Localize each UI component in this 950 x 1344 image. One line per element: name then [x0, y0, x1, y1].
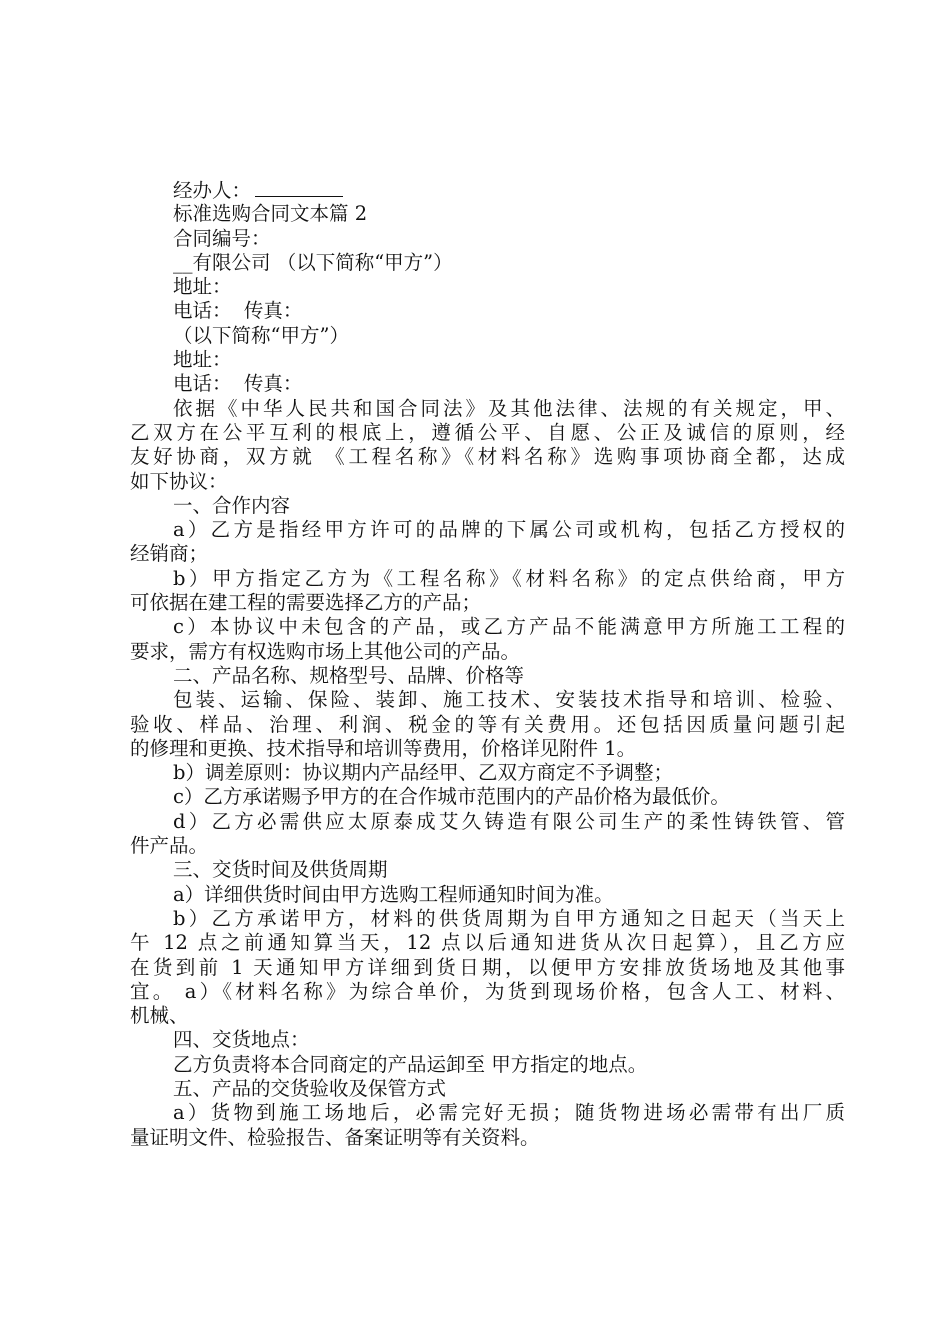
document-line — [130, 664, 845, 688]
line-text: 在货到前 1 天通知甲方详细到货日期，以便甲方安排放货场地及其他事 — [130, 955, 845, 979]
document-line — [130, 1077, 845, 1101]
line-text: 经办人： — [173, 179, 252, 202]
line-text: b）乙方承诺甲方，材料的供货周期为自甲方通知之日起天（当天上 — [173, 906, 845, 930]
document-line — [130, 397, 845, 421]
line-text: a）详细供货时间由甲方选购工程师通知时间为准。 — [173, 882, 614, 906]
line-text: 三、交货时间及供货周期 — [173, 858, 388, 882]
document-line — [130, 615, 845, 639]
document-line — [130, 591, 845, 615]
line-text: 包装、运输、保险、装卸、施工技术、安装技术指导和培训、检验、 — [173, 688, 845, 712]
line-text: 件产品。 — [130, 834, 209, 858]
line-text: b）甲方指定乙方为《工程名称》《材料名称》的定点供给商，甲方 — [173, 566, 845, 590]
line-text: 宜。 a）《材料名称》为综合单价，为货到现场价格，包含人工、材料、 — [130, 979, 845, 1003]
document-line — [130, 445, 845, 469]
line-text: a）货物到施工场地后，必需完好无损；随货物进场必需带有出厂质 — [173, 1101, 845, 1125]
document-line — [130, 785, 845, 809]
document-line — [130, 980, 845, 1004]
document-line — [130, 202, 845, 226]
document-line — [130, 907, 845, 931]
document-line — [130, 1028, 845, 1052]
document-line — [130, 421, 845, 445]
document-line — [130, 1126, 845, 1150]
line-text: 验收、样品、治理、利润、税金的等有关费用。还包括因质量问题引起 — [130, 712, 845, 736]
line-text: __有限公司 （以下简称“甲方”） — [173, 250, 453, 274]
line-text: 二、产品名称、规格型号、品牌、价格等 — [173, 663, 525, 687]
document-line — [130, 1053, 845, 1077]
line-text: 友好协商，双方就 《工程名称》《材料名称》选购事项协商全都，达成 — [130, 445, 845, 469]
document-page — [130, 178, 845, 1150]
line-text: 的修理和更换、技术指导和培训等费用，价格详见附件 1。 — [130, 736, 637, 760]
line-text: 电话： 传真： — [173, 299, 303, 323]
document-line — [130, 348, 845, 372]
line-text: 午 12 点之前通知算当天，12 点以后通知进货从次日起算），且乙方应 — [130, 931, 845, 955]
line-text: 五、产品的交货验收及保管方式 — [173, 1076, 447, 1100]
document-line — [130, 713, 845, 737]
line-text: 机械、 — [130, 1004, 189, 1028]
line-text: d）乙方必需供应太原泰成艾久铸造有限公司生产的柔性铸铁管、管 — [173, 809, 845, 833]
document-line — [130, 275, 845, 299]
document-line — [130, 1101, 845, 1125]
line-text: （以下简称“甲方”） — [173, 323, 349, 347]
line-text: 要求，需方有权选购市场上其他公司的产品。 — [130, 639, 521, 663]
document-line — [130, 251, 845, 275]
document-line — [130, 494, 845, 518]
line-text: 四、交货地点： — [173, 1028, 310, 1052]
line-text: 标准选购合同文本篇 2 — [173, 202, 368, 226]
line-text: 电话： 传真： — [173, 372, 303, 396]
document-line — [130, 640, 845, 664]
line-text: 依据《中华人民共和国合同法》及其他法律、法规的有关规定，甲、 — [173, 396, 845, 420]
document-line — [130, 542, 845, 566]
line-text: a）乙方是指经甲方许可的品牌的下属公司或机构，包括乙方授权的 — [173, 518, 845, 542]
document-line — [130, 858, 845, 882]
document-line — [130, 1004, 845, 1028]
document-line — [130, 834, 845, 858]
line-text: 乙双方在公平互利的根底上，遵循公平、自愿、公正及诚信的原则，经 — [130, 420, 845, 444]
line-text: 一、合作内容 — [173, 493, 291, 517]
line-text: 量证明文件、检验报告、备案证明等有关资料。 — [130, 1125, 540, 1149]
document-line — [130, 931, 845, 955]
line-text: 如下协议： — [130, 469, 228, 493]
line-text: 地址： — [173, 348, 232, 372]
document-line — [130, 470, 845, 494]
document-line — [130, 227, 845, 251]
document-line — [130, 810, 845, 834]
document-line — [130, 688, 845, 712]
document-line — [130, 178, 845, 202]
line-text: b）调差原则：协议期内产品经甲、乙双方商定不予调整； — [173, 761, 673, 785]
line-text: c）本协议中未包含的产品，或乙方产品不能满意甲方所施工工程的 — [173, 615, 845, 639]
line-text: 乙方负责将本合同商定的产品运卸至 甲方指定的地点。 — [173, 1052, 648, 1076]
document-line — [130, 299, 845, 323]
line-text: 经销商； — [130, 542, 209, 566]
line-text: 地址： — [173, 275, 232, 299]
line-text: c）乙方承诺赐予甲方的在合作城市范围内的产品价格为最低价。 — [173, 785, 730, 809]
document-line — [130, 956, 845, 980]
document-line — [130, 883, 845, 907]
document-line — [130, 518, 845, 542]
signature-blank — [255, 178, 343, 197]
document-line — [130, 567, 845, 591]
document-line — [130, 372, 845, 396]
document-line — [130, 737, 845, 761]
line-text: 合同编号： — [173, 226, 271, 250]
document-line — [130, 761, 845, 785]
document-line — [130, 324, 845, 348]
line-text: 可依据在建工程的需要选择乙方的产品； — [130, 591, 482, 615]
